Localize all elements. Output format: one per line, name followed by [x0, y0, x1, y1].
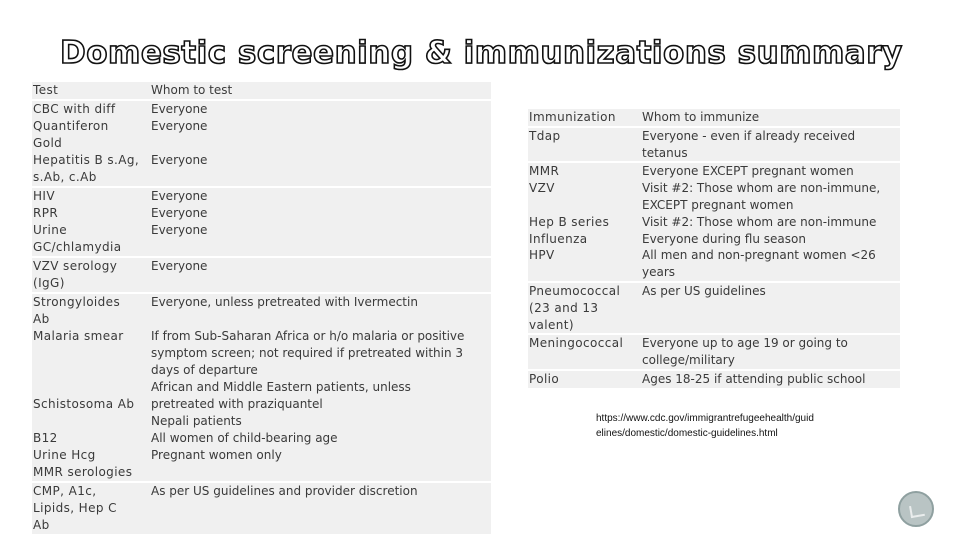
immunization-name-cell-line: Hep B series	[529, 214, 610, 229]
whom-to-test-cell-line	[151, 169, 491, 186]
whom-to-immunize-cell-line: Everyone - even if already received	[642, 128, 856, 143]
whom-to-immunize-cell	[642, 283, 900, 333]
whom-to-immunize-cell-line	[642, 300, 900, 317]
test-name-cell-line: Lipids, Hep C	[33, 501, 117, 515]
test-name-cell-line	[33, 345, 150, 362]
screening-row	[32, 101, 491, 188]
whom-to-test-cell-line: Everyone, unless pretreated with Ivermectin	[151, 295, 418, 309]
test-name-cell-line	[33, 379, 150, 396]
test-name-cell-line: VZV serology	[33, 259, 118, 273]
whom-to-test-cell-line: days of departure	[151, 363, 258, 377]
immunization-name-cell-line: Pneumococcal	[529, 283, 621, 298]
whom-to-immunize-cell	[642, 335, 900, 369]
test-name-cell	[32, 188, 150, 256]
immunization-name-cell-line: HPV	[529, 248, 555, 263]
immunization-name-cell	[528, 371, 642, 388]
screening-row	[32, 188, 491, 258]
screening-table	[32, 82, 491, 536]
whom-to-immunize-cell	[642, 128, 900, 162]
immunization-row	[528, 163, 900, 283]
whom-to-test-cell-line	[151, 135, 491, 152]
test-name-cell	[32, 101, 150, 186]
whom-to-immunize-cell-line: Everyone up to age 19 or going to	[642, 336, 848, 351]
test-name-cell-line: (IgG)	[33, 276, 65, 290]
whom-to-test-cell-line: All women of child-bearing age	[151, 431, 338, 445]
immunization-row	[528, 128, 900, 164]
immunization-row	[528, 335, 900, 371]
whom-to-test-cell-line: symptom screen; not required if pretreated within 3	[151, 346, 464, 360]
test-name-cell-line: Schistosoma Ab	[33, 397, 135, 411]
immunization-name-cell-line	[529, 145, 642, 162]
whom-to-immunize-column-header: Whom to immunize	[642, 110, 760, 124]
immunization-name-cell	[528, 283, 642, 333]
whom-to-immunize-cell	[642, 163, 900, 281]
whom-to-immunize-cell-line: Visit #2: Those whom are non-immune,	[642, 181, 881, 196]
test-name-cell-line: Ab	[33, 312, 50, 326]
whom-to-test-cell	[150, 258, 491, 292]
test-name-cell-line: MMR serologies	[33, 465, 133, 479]
source-link-line-1: https://www.cdc.gov/immigrantrefugeehealth/guid	[596, 413, 814, 424]
whom-to-test-cell	[150, 188, 491, 256]
whom-to-immunize-cell-line: tetanus	[642, 145, 688, 160]
test-name-cell-line: Urine	[33, 223, 68, 237]
immunization-name-cell-line	[529, 197, 642, 214]
immunization-name-cell-line: (23 and 13	[529, 300, 599, 315]
whom-to-immunize-cell	[642, 371, 900, 388]
whom-to-immunize-cell-line: Everyone during flu season	[642, 231, 806, 246]
whom-to-test-cell-line: Everyone	[151, 206, 208, 220]
test-name-cell-line: GC/chlamydia	[33, 240, 122, 254]
test-name-cell-line: Quantiferon	[33, 119, 109, 133]
immunization-row	[528, 371, 900, 390]
slide-title: Domestic screening & immunizations summary	[60, 35, 903, 71]
whom-to-test-cell-line: African and Middle Eastern patients, unless	[151, 380, 411, 394]
immunization-name-cell-line	[529, 264, 642, 281]
source-link[interactable]	[596, 411, 814, 441]
immunization-name-cell	[528, 128, 642, 162]
test-name-cell-line: Gold	[33, 136, 63, 150]
test-name-cell-line: HIV	[33, 189, 55, 203]
immunization-name-cell-line: Influenza	[529, 231, 588, 246]
immunization-name-cell-line: VZV	[529, 181, 555, 196]
source-link-line-2: elines/domestic/domestic-guidelines.html	[596, 428, 778, 439]
immunization-row	[528, 283, 900, 335]
whom-to-immunize-cell-line: Visit #2: Those whom are non-immune	[642, 214, 877, 229]
screening-header-row	[32, 82, 491, 101]
whom-to-immunize-cell-line: Everyone EXCEPT pregnant women	[642, 164, 854, 179]
test-name-cell-line: CMP, A1c,	[33, 484, 97, 498]
screening-row	[32, 294, 491, 483]
whom-to-test-cell-line	[151, 275, 491, 292]
whom-to-test-cell-line	[151, 239, 491, 256]
whom-to-test-cell-line: If from Sub-Saharan Africa or h/o malaria or positive	[151, 329, 465, 343]
test-name-cell-line: RPR	[33, 206, 59, 220]
test-name-cell-line: CBC with diff	[33, 102, 116, 116]
immunization-name-cell-line: Tdap	[529, 128, 561, 143]
test-name-cell-line: Urine Hcg	[33, 448, 96, 462]
whom-to-test-cell-line: Everyone	[151, 189, 208, 203]
immunization-header-row	[528, 109, 900, 128]
whom-to-test-cell-line: Pregnant women only	[151, 448, 282, 462]
test-name-cell-line	[33, 413, 150, 430]
whom-to-immunize-cell-line: college/military	[642, 353, 735, 368]
whom-to-test-cell-line	[151, 500, 491, 517]
slide-decoration-icon	[898, 491, 934, 527]
test-name-cell-line: B12	[33, 431, 58, 445]
whom-to-immunize-cell-line: years	[642, 265, 676, 280]
immunization-column-header: Immunization	[529, 110, 616, 124]
whom-to-test-cell-line	[151, 517, 491, 534]
test-column-header: Test	[33, 83, 59, 97]
test-name-cell	[32, 258, 150, 292]
test-name-cell-line: Malaria smear	[33, 329, 124, 343]
test-name-cell	[32, 483, 150, 534]
whom-to-test-cell-line	[151, 311, 491, 328]
whom-to-test-cell	[150, 483, 491, 534]
test-name-cell-line: Strongyloides	[33, 295, 121, 309]
immunization-name-cell	[528, 163, 642, 281]
whom-to-immunize-cell-line: EXCEPT pregnant women	[642, 197, 794, 212]
whom-to-test-cell-line: Everyone	[151, 259, 208, 273]
test-name-cell	[32, 294, 150, 481]
whom-to-test-cell-line: pretreated with praziquantel	[151, 397, 323, 411]
screening-row	[32, 258, 491, 294]
test-name-cell-line: s.Ab, c.Ab	[33, 170, 97, 184]
immunization-name-cell	[528, 335, 642, 369]
whom-to-test-cell-line: Everyone	[151, 102, 208, 116]
whom-to-test-cell-line: Everyone	[151, 223, 208, 237]
immunization-name-cell-line: Polio	[529, 371, 560, 386]
whom-to-immunize-cell-line: Ages 18-25 if attending public school	[642, 371, 866, 386]
whom-to-test-cell-line: Everyone	[151, 119, 208, 133]
whom-to-immunize-cell-line	[642, 317, 900, 334]
whom-to-test-column-header: Whom to test	[151, 83, 233, 97]
whom-to-test-cell-line: As per US guidelines and provider discretion	[151, 484, 418, 498]
test-name-cell-line: Ab	[33, 518, 50, 532]
whom-to-immunize-cell-line: As per US guidelines	[642, 283, 766, 298]
immunization-table	[528, 109, 900, 390]
whom-to-test-cell	[150, 101, 491, 186]
whom-to-test-cell-line: Everyone	[151, 153, 208, 167]
whom-to-test-cell	[150, 294, 491, 481]
screening-row	[32, 483, 491, 536]
immunization-name-cell-line: Meningococcal	[529, 336, 624, 351]
test-name-cell-line	[33, 362, 150, 379]
whom-to-test-cell-line: Nepali patients	[151, 414, 242, 428]
whom-to-immunize-cell-line: All men and non-pregnant women <26	[642, 248, 876, 263]
immunization-name-cell-line: valent)	[529, 317, 574, 332]
immunization-name-cell-line	[529, 352, 642, 369]
immunization-name-cell-line: MMR	[529, 164, 560, 179]
test-name-cell-line: Hepatitis B s.Ag,	[33, 153, 140, 167]
